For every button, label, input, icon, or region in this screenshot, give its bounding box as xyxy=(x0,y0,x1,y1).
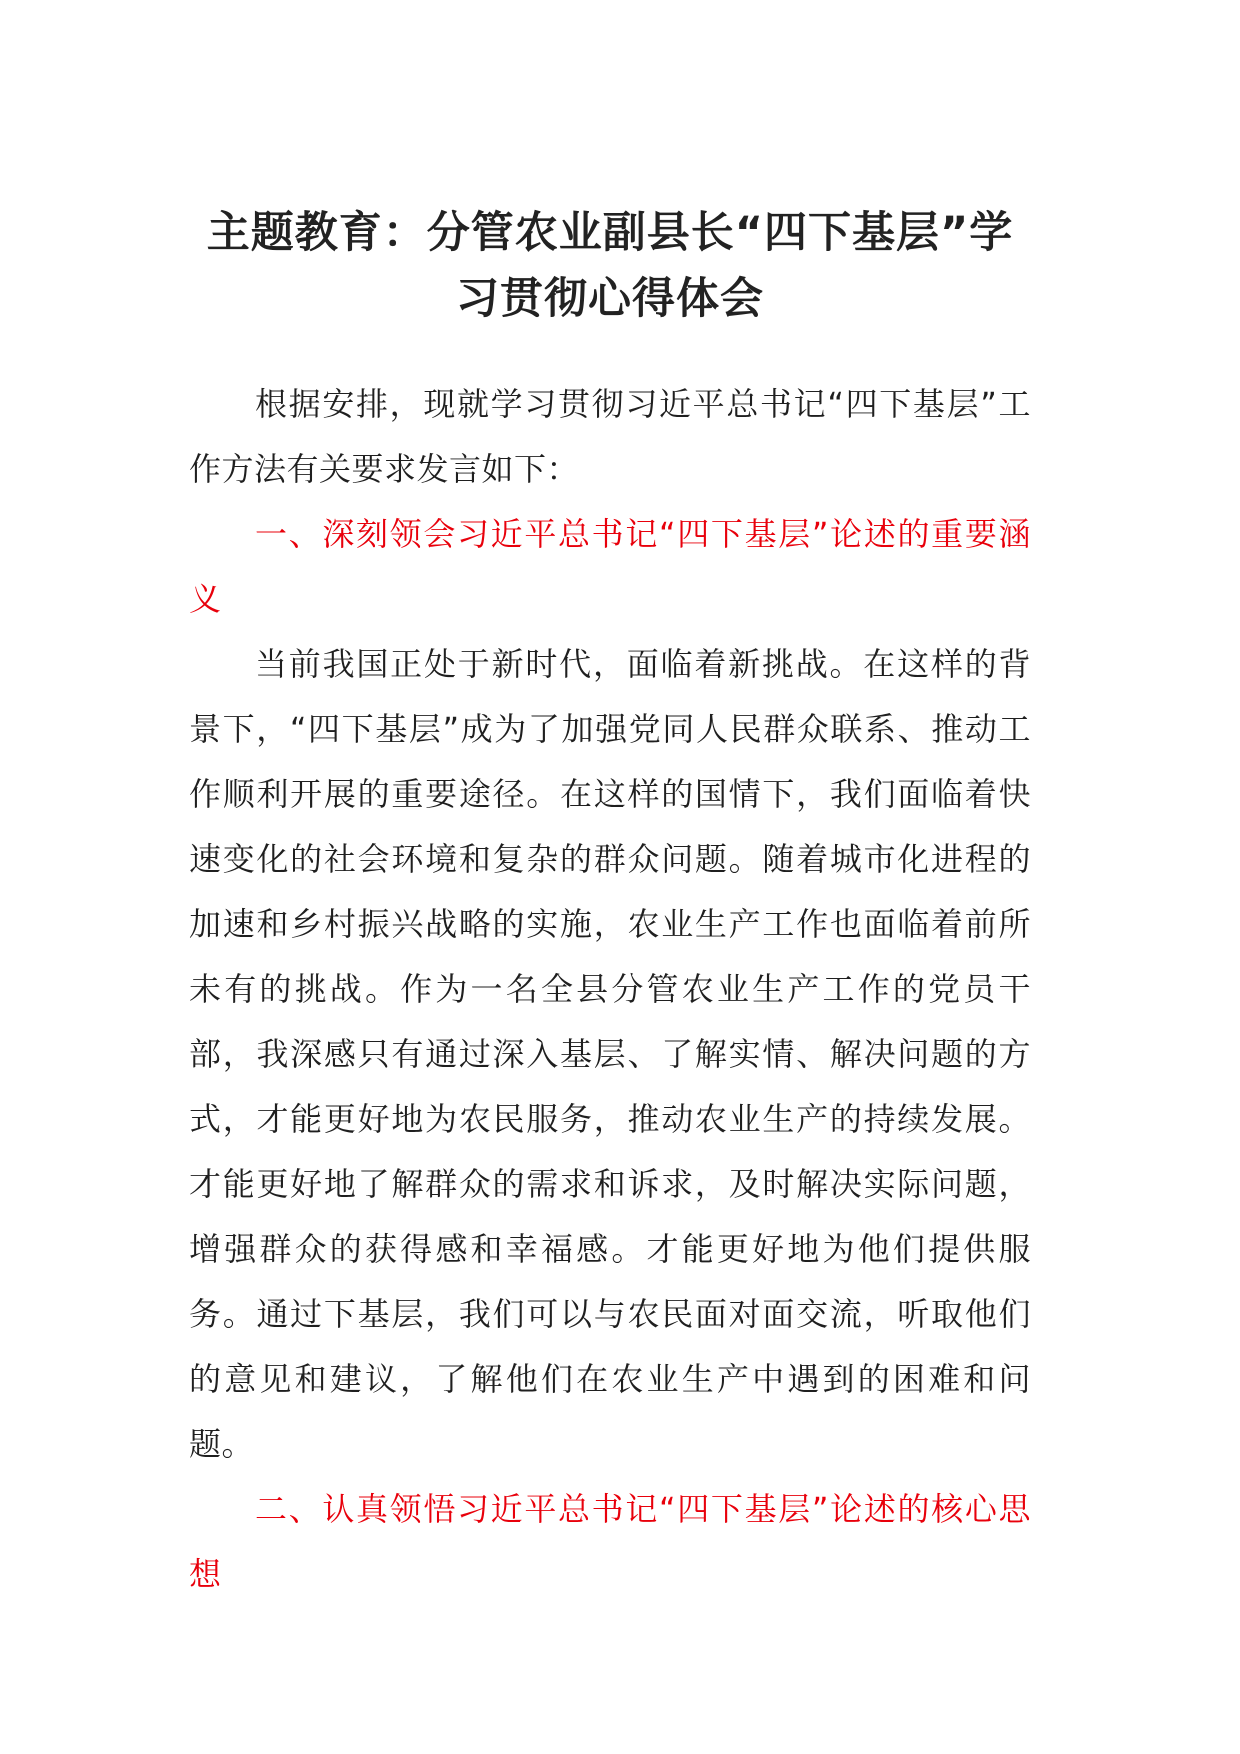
section-1-paragraph: 当前我国正处于新时代，面临着新挑战。在这样的背景下，“四下基层”成为了加强党同人民群众联系、推动工作顺利开展的重要途径。在这样的国情下，我们面临着快速变化的社会环境和复杂的群众问题。随着城市化进程的加速和乡村振兴战略的实施，农业生产工作也面临着前所未有的挑战。作为一名全县分管农业生产工作的党员干部，我深感只有通过深入基层、了解实情、解决问题的方式，才能更好地为农民服务，推动农业生产的持续发展。才能更好地了解群众的需求和诉求，及时解决实际问题，增强群众的获得感和幸福感。才能更好地为他们提供服务。通过下基层，我们可以与农民面对面交流，听取他们的意见和建议，了解他们在农业生产中遇到的困难和问题。 xyxy=(189,645,1031,1463)
intro-paragraph: 根据安排，现就学习贯彻习近平总书记“四下基层”工作方法有关要求发言如下： xyxy=(189,385,1031,488)
document-body xyxy=(189,200,1031,1607)
section-1-heading: 一、深刻领会习近平总书记“四下基层”论述的重要涵义 xyxy=(189,515,1031,618)
document-title: 主题教育：分管农业副县长“四下基层”学习贯彻心得体会 xyxy=(206,208,1014,324)
section-2-heading: 二、认真领悟习近平总书记“四下基层”论述的核心思想 xyxy=(189,1490,1031,1593)
